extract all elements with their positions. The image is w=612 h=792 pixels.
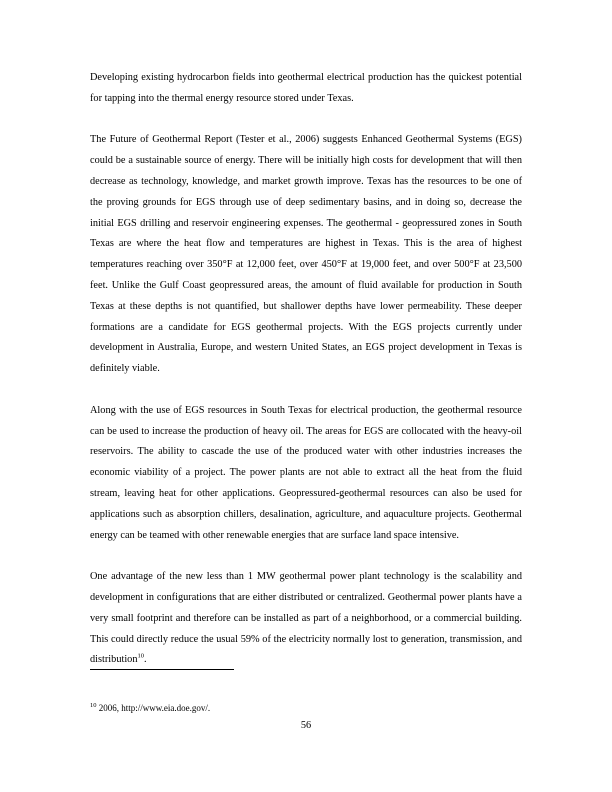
footnote-text: 2006, http://www.eia.doe.gov/. <box>96 703 211 713</box>
paragraph-gap <box>90 546 522 567</box>
paragraph-scalability <box>90 567 522 671</box>
footnote-reference[interactable]: 10 <box>137 652 144 660</box>
paragraph-gap <box>90 380 522 401</box>
paragraph-gap <box>90 110 522 131</box>
footnote-divider <box>90 669 234 670</box>
paragraph-egs-report: The Future of Geothermal Report (Tester et al., 2006) suggests Enhanced Geothermal Systems (EGS) could be a sustainable source of energy. There will be initially high costs for development that will then decrease as technology, knowledge, and market growth improve. Texas has the resources to be one of the proving grounds for EGS through use of deep sedimentary basins, and in doing so, decrease the initial EGS drilling and reservoir engineering expenses. The geothermal - geopressured zones in South Texas are where the heat flow and temperatures are highest in Texas. This is the area of highest temperatures reaching over 350°F at 12,000 feet, over 450°F at 19,000 feet, and over 500°F at 23,500 feet. Unlike the Gulf Coast geopressured areas, the amount of fluid available for production in South Texas at these depths is not quantified, but shallower depths have lower permeability. These deeper formations are a candidate for EGS geothermal projects. With the EGS projects currently under development in Australia, Europe, and western United States, an EGS project development in Texas is definitely viable. <box>90 134 522 375</box>
paragraph-scalability-trailing: . <box>143 654 147 666</box>
footnote-marker: 10 <box>90 702 97 709</box>
paragraph-scalability-text: One advantage of the new less than 1 MW geothermal power plant technology is the scalability and development in configurations that are either distributed or centralized. Geothermal power plants have a very small footprint and therefore can be installed as part of a neighborhood, or a commercial building. This could directly reduce the usual 59% of the electricity normally lost to generation, transmission, and distribution <box>90 571 522 666</box>
paragraph-heavy-oil: Along with the use of EGS resources in South Texas for electrical production, the geothermal resource can be used to increase the production of heavy oil. The areas for EGS are collocated with the heavy-oil reservoirs. The ability to cascade the use of the produced water with other industries increases the economic viability of a project. The power plants are not able to extract all the heat from the fluid stream, leaving heat for other applications. Geopressured-geothermal resources can also be used for applications such as absorption chillers, desalination, agriculture, and aquaculture projects. Geothermal energy can be teamed with other renewable energies that are surface land space intensive. <box>90 404 522 541</box>
page-number: 56 <box>300 720 312 731</box>
paragraph-hydrocarbon-fields: Developing existing hydrocarbon fields into geothermal electrical production has the quickest potential for tapping into the thermal energy resource stored under Texas. <box>90 72 522 104</box>
footnote <box>90 702 210 714</box>
document-body <box>90 68 522 671</box>
